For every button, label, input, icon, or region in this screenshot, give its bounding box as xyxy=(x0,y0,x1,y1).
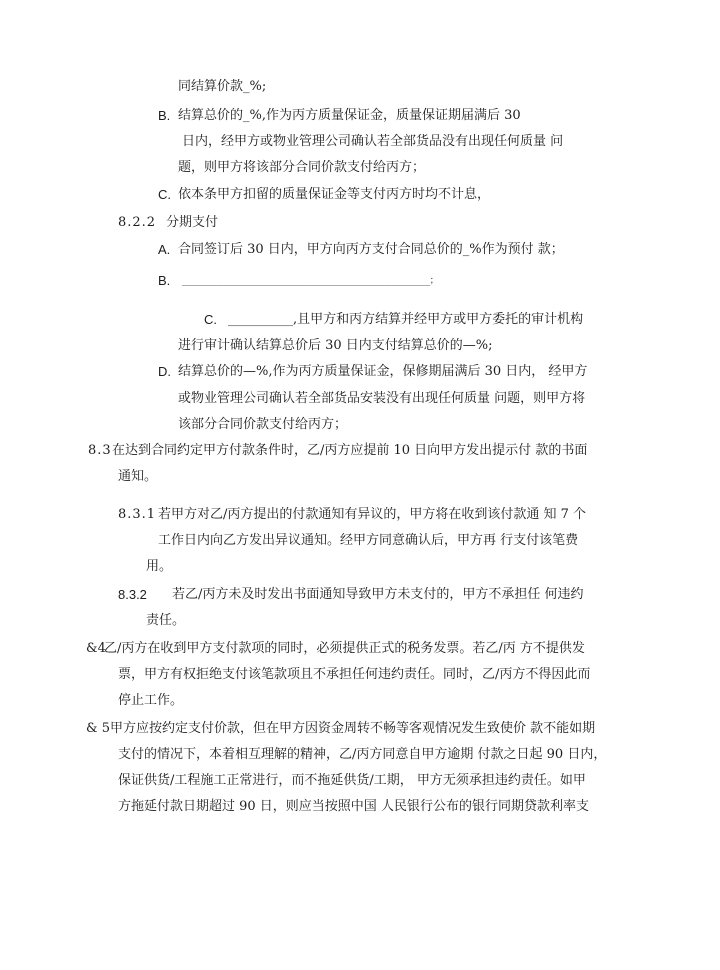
text-line: 保证供货/工程施工正常进行，而不拖延供货/工期， 甲方无须承担违约责任。如甲 xyxy=(118,773,586,788)
section-number: 8.3.1 xyxy=(118,507,157,522)
section-heading: 分期支付 xyxy=(166,215,219,230)
text-line: 用。 xyxy=(146,559,173,574)
text-line: 方拖延付款日期超过 90 日，则应当按照中国 人民银行公布的银行同期贷款利率支 xyxy=(118,799,589,814)
text-line: 结算总价的—%,作为丙方质量保证金，保修期届满后 30 日内， 经甲方 xyxy=(178,364,588,379)
text-line: 结算总价的_%,作为丙方质量保证金，质量保证期届满后 30 xyxy=(178,108,521,123)
text-line: 日内，经甲方或物业管理公司确认若全部货品没有出现任何质量 问 xyxy=(182,134,564,149)
text-line: 进行审计确认结算总价后 30 日内支付结算总价的—%; xyxy=(178,338,493,353)
section-number: 8.2.2 xyxy=(118,215,157,230)
text-line: 题，则甲方将该部分合同价款支付给丙方； xyxy=(178,160,426,175)
text-line: 同结算价款_%; xyxy=(178,79,267,94)
text-line: 通知。 xyxy=(118,469,158,484)
text-line: 乙/丙方在收到甲方支付款项的同时，必须提供正式的税务发票。若乙/丙 方不提供发 xyxy=(104,641,585,656)
text-line: 合同签订后 30 日内，甲方向丙方支付合同总价的_%作为预付 款； xyxy=(178,242,564,257)
item-label-a: A. xyxy=(158,242,171,257)
text-line: __________,且甲方和丙方结算并经甲方或甲方委托的审计机构 xyxy=(228,312,584,327)
text-line: 该部分合同价款支付给丙方； xyxy=(178,417,348,432)
text-line: 若乙/丙方未及时发出书面通知导致甲方未支付的，甲方不承担任 何违约 xyxy=(172,587,584,602)
item-label-b: B. xyxy=(158,108,171,123)
text-line: 票，甲方有权拒绝支付该笔款项且不承担任何违约责任。同时，乙/丙方不得因此而 xyxy=(118,667,591,682)
item-label-d: D. xyxy=(158,364,171,379)
text-line: 停止工作。 xyxy=(118,693,184,708)
text-line: 在达到合同约定甲方付款条件时，乙/丙方应提前 10 日向甲方发出提示付 款的书面 xyxy=(112,443,588,458)
section-number: & 5 xyxy=(86,721,110,736)
text-line: 依本条甲方扣留的质量保证金等支付丙方时均不计息， xyxy=(178,187,491,202)
section-number: 8.3 xyxy=(88,443,112,458)
text-line: 若甲方对乙/丙方提出的付款通知有异议的，甲方将在收到该付款通 知 7 个 xyxy=(158,507,587,522)
section-number: &4 xyxy=(86,641,106,656)
item-label-c: C. xyxy=(158,187,171,202)
text-line: 责任。 xyxy=(146,613,186,628)
text-line: 工作日内向乙方发出异议通知。经甲方同意确认后，甲方再 行支付该笔费 xyxy=(158,533,579,548)
item-label-c: C. xyxy=(204,312,217,327)
text-line: 甲方应按约定支付价款，但在甲方因资金周转不畅等客观情况发生致使价 款不能如期 xyxy=(110,721,596,736)
text-line: 或物业管理公司确认若全部货品安装没有出现任何质量 问题，则甲方将 xyxy=(178,391,586,406)
blank-fill-line: ___________________________________________________________； xyxy=(182,276,439,286)
section-number: 8.3.2 xyxy=(118,587,147,602)
item-label-b: B. xyxy=(158,273,171,288)
text-line: 支付的情况下，本着相互理解的精神，乙/丙方同意自甲方逾期 付款之日起 90 日内， xyxy=(118,747,607,762)
